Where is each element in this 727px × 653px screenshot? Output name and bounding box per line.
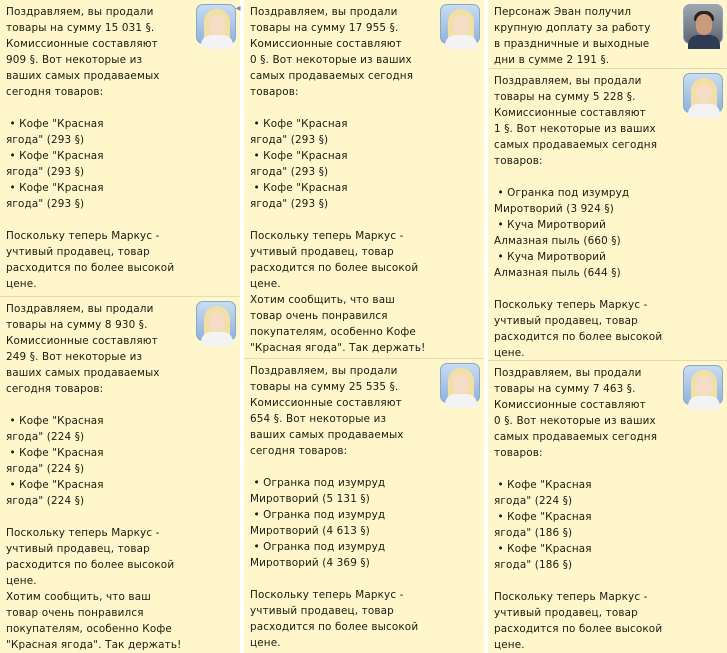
notification-text: Поздравляем, вы продали товары на сумму 17 955 §. Комиссионные составляют 0 §. Вот некоторые из ваших самых продаваемых сегодня товаров: • Кофе "Красная ягода" (293 §) • Кофе "Красная ягода" (293 §) • Кофе "Красная ягода" (293 §) Поскольку теперь Маркус - учтивый продавец, товар расходится по более высокой цене. Хотим сообщить, что ваш товар очень понравился покупателям, особенно Кофе "Красная ягода". Так держать! [250,6,426,354]
sim-portrait-female-icon[interactable] [440,363,480,403]
bonus-notification-card [488,0,727,68]
notification-text: Поздравляем, вы продали товары на сумму 15 031 §. Комиссионные составляют 909 §. Вот некоторые из ваших самых продаваемых сегодня товаров: • Кофе "Красная ягода" (293 §) • Кофе "Красная ягода" (293 §) • Кофе "Красная ягода" (293 §) Поскольку теперь Маркус - учтивый продавец, товар расходится по более высокой цене. [6,6,175,290]
sale-notification-card [488,68,727,360]
notification-text: Поздравляем, вы продали товары на сумму 25 535 §. Комиссионные составляют 654 §. Вот некоторые из ваших самых продаваемых сегодня товаров: • Огранка под изумруд Миротворий (5 131 §) • Огранка под изумруд Миротворий (4 613 §) • Огранка под изумруд Миротворий (4 369 §) Поскольку теперь Маркус - учтивый продавец, товар расходится по более высокой цене. [250,365,419,649]
sim-portrait-female-icon[interactable] [196,301,236,341]
notification-column-1 [0,0,240,653]
sim-portrait-female-icon[interactable] [683,73,723,113]
notification-text: Поздравляем, вы продали товары на сумму 8 930 §. Комиссионные составляют 249 §. Вот некоторые из ваших самых продаваемых сегодня товаров: • Кофе "Красная ягода" (224 §) • Кофе "Красная ягода" (224 §) • Кофе "Красная ягода" (224 §) Поскольку теперь Маркус - учтивый продавец, товар расходится по более высокой цене. Хотим сообщить, что ваш товар очень понравился покупателям, особенно Кофе "Красная ягода". Так держать! [6,303,182,651]
sim-portrait-female-icon[interactable] [196,4,236,44]
sale-notification-card [0,296,240,653]
notification-column-3 [488,0,727,653]
sale-notification-card [488,360,727,653]
notification-text: Поздравляем, вы продали товары на сумму 5 228 §. Комиссионные составляют 1 §. Вот некоторые из ваших самых продаваемых сегодня товаров: • Огранка под изумруд Миротворий (3 924 §) • Куча Миротворий Алмазная пыль (660 §) • Куча Миротворий Алмазная пыль (644 §) Поскольку теперь Маркус - учтивый продавец, товар расходится по более высокой цене. [494,75,663,359]
sim-portrait-male-icon[interactable] [683,4,723,44]
scroll-left-arrow-icon[interactable]: ◂ [235,3,241,14]
sim-portrait-female-icon[interactable] [683,365,723,405]
notification-text: Поздравляем, вы продали товары на сумму 7 463 §. Комиссионные составляют 0 §. Вот некоторые из ваших самых продаваемых сегодня товаров: • Кофе "Красная ягода" (224 §) • Кофе "Красная ягода" (186 §) • Кофе "Красная ягода" (186 §) Поскольку теперь Маркус - учтивый продавец, товар расходится по более высокой цене. [494,367,663,651]
sale-notification-card [0,0,240,296]
sim-portrait-female-icon[interactable] [440,4,480,44]
notification-column-2 [244,0,484,653]
sale-notification-card [244,0,484,358]
notification-text: Персонаж Эван получил крупную доплату за работу в праздничные и выходные дни в сумме 2 191 §. [494,6,651,66]
sale-notification-card [244,358,484,653]
